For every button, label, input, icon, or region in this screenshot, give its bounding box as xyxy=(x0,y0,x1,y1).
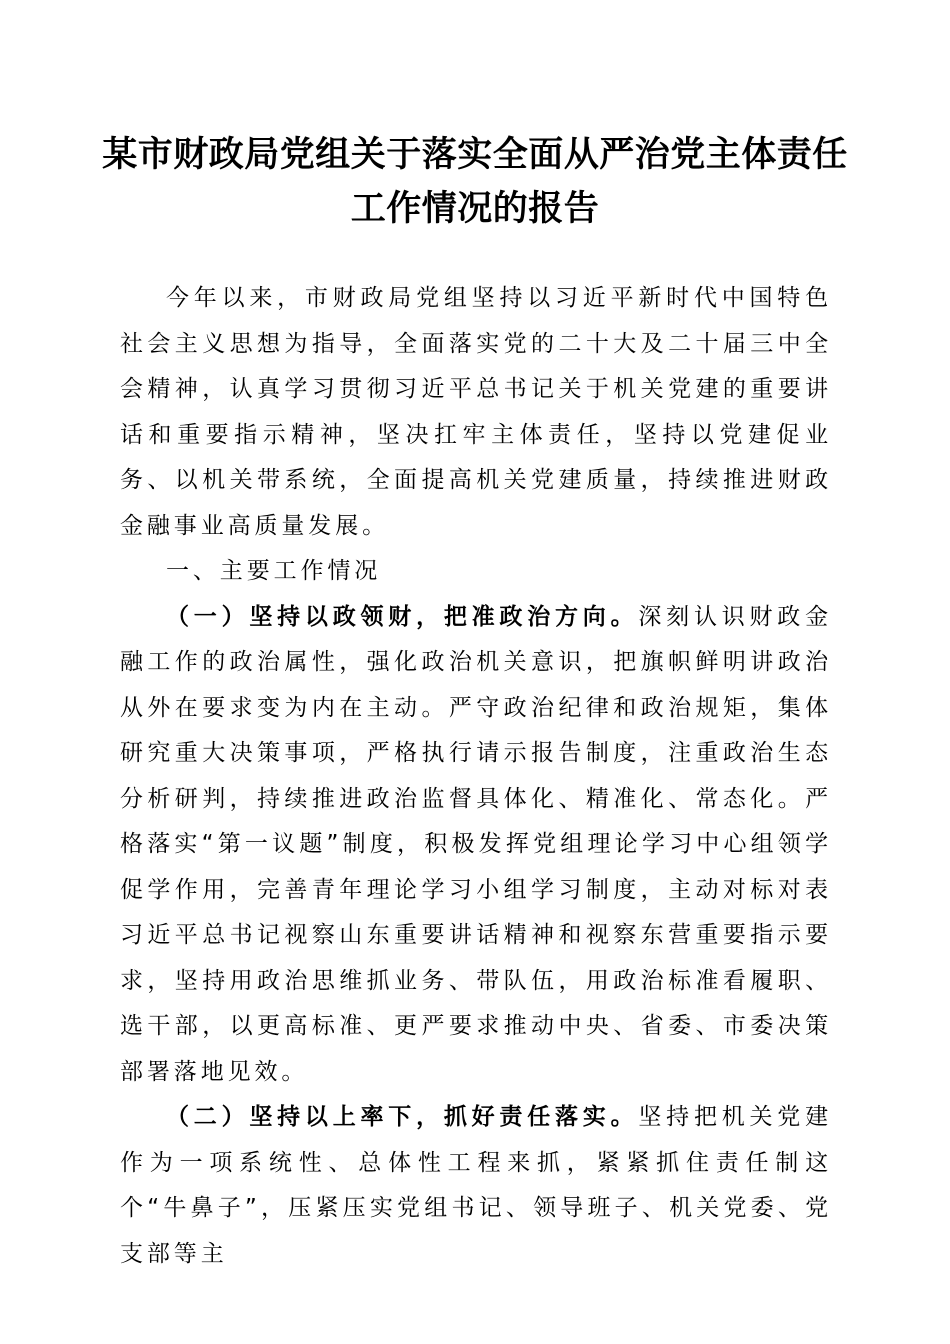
item2-paragraph xyxy=(120,1095,832,1277)
item2-text: 坚持把机关党建作为一项系统性、总体性工程来抓，紧紧抓住责任制这个“牛鼻子”，压紧压实党组书记、领导班子、机关党委、党支部等主 xyxy=(120,1104,832,1267)
item1-lead: （一）坚持以政领财，把准政治方向。 xyxy=(166,603,639,630)
document-body xyxy=(120,276,832,1277)
item2-lead: （二）坚持以上率下，抓好责任落实。 xyxy=(166,1104,639,1130)
intro-paragraph: 今年以来，市财政局党组坚持以习近平新时代中国特色社会主义思想为指导，全面落实党的二十大及二十届三中全会精神，认真学习贯彻习近平总书记关于机关党建的重要讲话和重要指示精神，坚决扛牢主体责任，坚持以党建促业务、以机关带系统，全面提高机关党建质量，持续推进财政金融事业高质量发展。 xyxy=(120,285,832,539)
item1-paragraph xyxy=(120,595,832,1096)
item1-text: 深刻认识财政金融工作的政治属性，强化政治机关意识，把旗帜鲜明讲政治从外在要求变为内在主动。严守政治纪律和政治规矩，集体研究重大决策事项，严格执行请示报告制度，注重政治生态分析研判，持续推进政治监督具体化、精准化、常态化。严格落实“第一议题”制度，积极发挥党组理论学习中心组领学促学作用，完善青年理论学习小组学习制度，主动对标对表习近平总书记视察山东重要讲话精神和视察东营重要指示要求，坚持用政治思维抓业务、带队伍，用政治标准看履职、选干部，以更高标准、更严要求推动中央、省委、市委决策部署落地见效。 xyxy=(120,603,832,1085)
document-title: 某市财政局党组关于落实全面从严治党主体责任工作情况的报告 xyxy=(102,134,848,229)
section-heading: 一、主要工作情况 xyxy=(166,558,382,584)
